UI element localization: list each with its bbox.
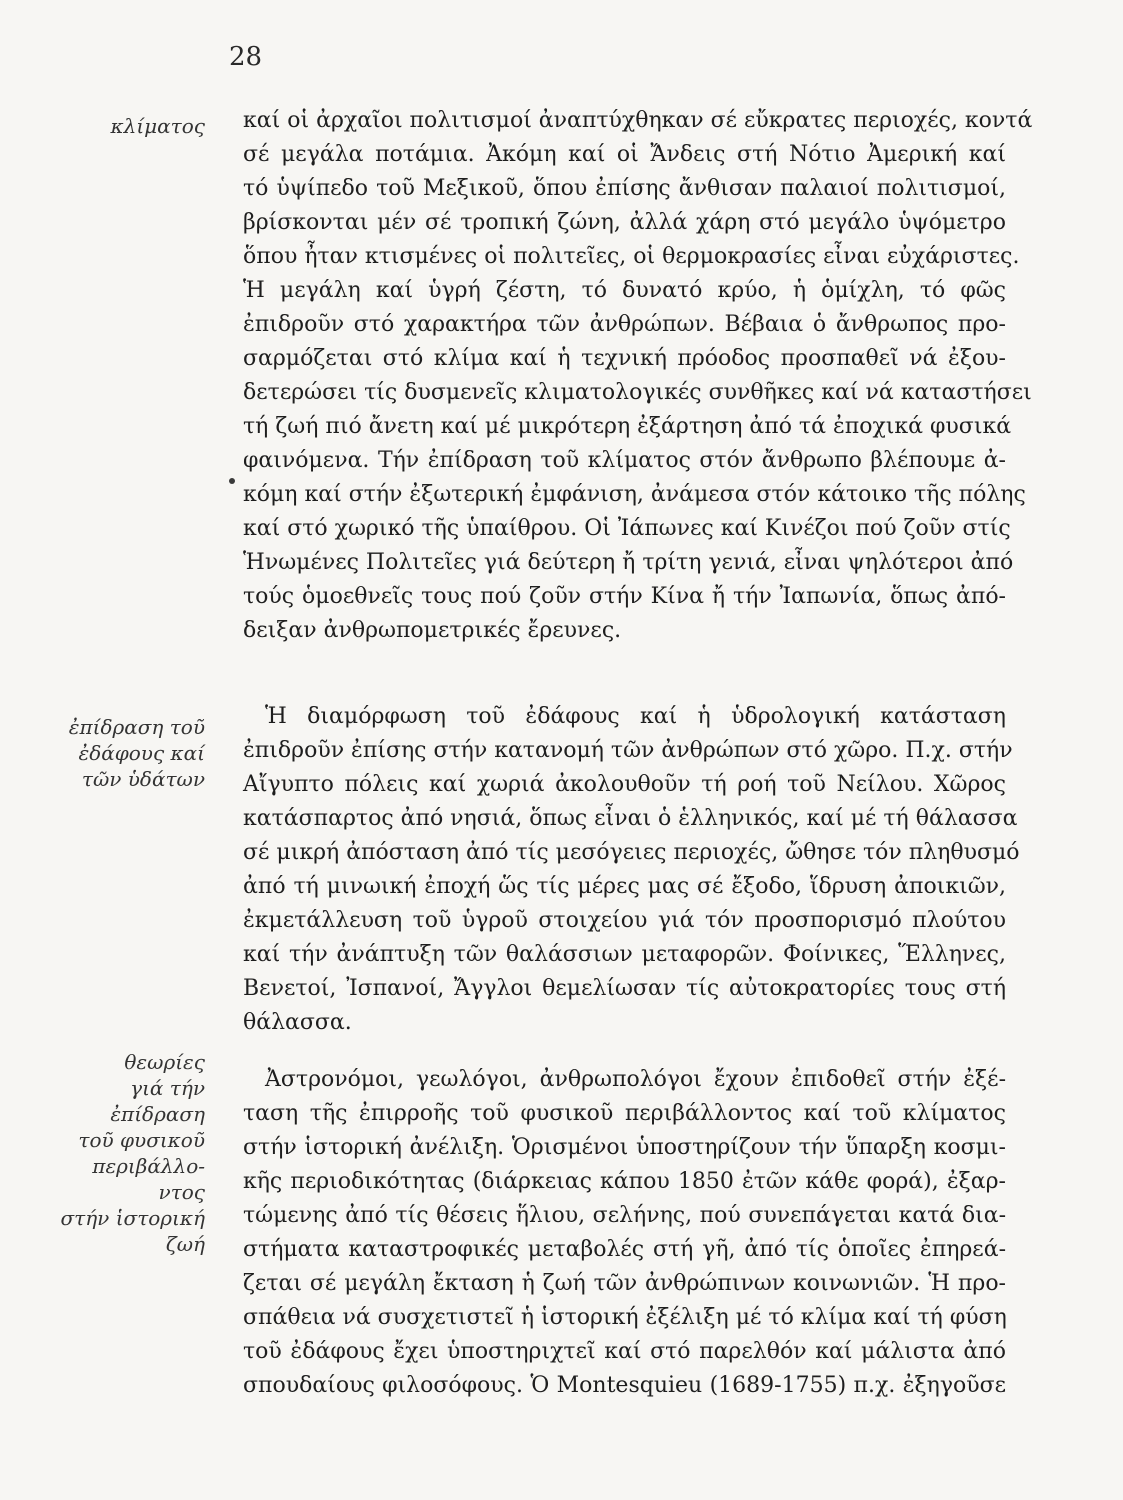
text-line: ταση τῆς ἐπιρροῆς τοῦ φυσικοῦ περιβάλλοντος καί τοῦ κλίματος: [243, 1101, 1006, 1126]
text-line: κόμη καί στήν ἐξωτερική ἐμφάνιση, ἀνάμεσα στόν κάτοικο τῆς πόλης: [243, 482, 1026, 507]
text-line: ἐπιδροῦν ἐπίσης στήν κατανομή τῶν ἀνθρώπων στό χῶρο. Π.χ. στήν: [243, 738, 1013, 763]
paragraph-1: [243, 104, 1033, 648]
text-line: ζεται σέ μεγάλη ἔκταση ἡ ζωή τῶν ἀνθρώπινων κοινωνιῶν. Ἡ προ-: [243, 1271, 1006, 1296]
margin-note-line: ζωή: [165, 1232, 205, 1256]
text-line: ἐπιδροῦν στό χαρακτήρα τῶν ἀνθρώπων. Βέβαια ὁ ἄνθρωπος προ-: [243, 312, 1006, 337]
text-line: στήν ἱστορική ἀνέλιξη. Ὁρισμένοι ὑποστηρίζουν τήν ὕπαρξη κοσμι-: [243, 1135, 1006, 1160]
text-line: κατάσπαρτος ἀπό νησιά, ὅπως εἶναι ὁ ἑλληνικός, καί μέ τή θάλασσα: [243, 806, 1018, 831]
margin-note-line: τοῦ φυσικοῦ: [78, 1128, 205, 1152]
text-line: τοῦ ἐδάφους ἔχει ὑποστηριχτεῖ καί στό παρελθόν καί μάλιστα ἀπό: [243, 1339, 1006, 1364]
text-line: Ἀστρονόμοι, γεωλόγοι, ἀνθρωπολόγοι ἔχουν ἐπιδοθεῖ στήν ἐξέ-: [265, 1067, 1006, 1092]
paragraph-2: [243, 700, 1020, 1040]
margin-note-line: περιβάλλο-: [92, 1154, 205, 1178]
margin-note-line: γιά τήν: [130, 1076, 205, 1100]
margin-note-line: κλίματος: [110, 114, 205, 138]
text-line: τώμενης ἀπό τίς θέσεις ἥλιου, σελήνης, πού συνεπάγεται κατά δια-: [243, 1203, 1006, 1228]
paragraph-3: [243, 1063, 1006, 1403]
margin-note-climate: [0, 113, 205, 139]
margin-note-line: τῶν ὑδάτων: [81, 767, 205, 791]
text-line: Ἡ μεγάλη καί ὑγρή ζέστη, τό δυνατό κρύο, ἡ ὁμίχλη, τό φῶς: [243, 278, 1006, 303]
margin-note-line: θεωρίες: [124, 1050, 205, 1074]
text-line: κῆς περιοδικότητας (διάρκειας κάπου 1850 ἐτῶν κάθε φορά), ἐξαρ-: [243, 1169, 1006, 1194]
margin-note-line: στήν ἱστορική: [60, 1206, 205, 1230]
text-line: φαινόμενα. Τήν ἐπίδραση τοῦ κλίματος στόν ἄνθρωπο βλέπουμε ἀ-: [243, 448, 1006, 473]
bullet-mark: [229, 478, 235, 484]
text-line: τή ζωή πιό ἄνετη καί μέ μικρότερη ἐξάρτηση ἀπό τά ἐποχικά φυσικά: [243, 414, 1012, 439]
margin-note-soil-water: [0, 714, 205, 792]
text-line: στήματα καταστροφικές μεταβολές στή γῆ, ἀπό τίς ὁποῖες ἐπηρεά-: [243, 1237, 1006, 1262]
text-line: σπάθεια νά συσχετιστεῖ ἡ ἱστορική ἐξέλιξη μέ τό κλίμα καί τή φύση: [243, 1305, 1007, 1330]
text-line: σέ μικρή ἀπόσταση ἀπό τίς μεσόγειες περιοχές, ὤθησε τόν πληθυσμό: [243, 840, 1020, 865]
text-line: ἀπό τή μινωική ἐποχή ὥς τίς μέρες μας σέ ἔξοδο, ἵδρυση ἀποικιῶν,: [243, 874, 1006, 899]
text-line: Ἡνωμένες Πολιτεῖες γιά δεύτερη ἤ τρίτη γενιά, εἶναι ψηλότεροι ἀπό: [243, 550, 1014, 575]
page-number: 28: [229, 42, 263, 72]
text-line: καί οἱ ἀρχαῖοι πολιτισμοί ἀναπτύχθηκαν σέ εὔκρατες περιοχές, κοντά: [243, 108, 1033, 133]
text-line: τό ὑψίπεδο τοῦ Μεξικοῦ, ὅπου ἐπίσης ἄνθισαν παλαιοί πολιτισμοί,: [243, 176, 1006, 201]
text-line: καί στό χωρικό τῆς ὑπαίθρου. Οἱ Ἰάπωνες καί Κινέζοι πού ζοῦν στίς: [243, 516, 1011, 541]
text-line: σέ μεγάλα ποτάμια. Ἀκόμη καί οἱ Ἄνδεις στή Νότιο Ἀμερική καί: [243, 142, 1006, 167]
text-line: σαρμόζεται στό κλίμα καί ἡ τεχνική πρόοδος προσπαθεῖ νά ἐξου-: [243, 346, 1006, 371]
text-line: σπουδαίους φιλοσόφους. Ὁ Montesquieu (1689-1755) π.χ. ἐξηγοῦσε: [243, 1373, 1006, 1398]
text-line: τούς ὁμοεθνεῖς τους πού ζοῦν στήν Κίνα ἤ τήν Ἰαπωνία, ὅπως ἀπό-: [243, 584, 1006, 609]
text-line: ὅπου ἦταν κτισμένες οἱ πολιτεῖες, οἱ θερμοκρασίες εἶναι εὐχάριστες.: [243, 244, 1020, 269]
text-line: ἐκμετάλλευση τοῦ ὑγροῦ στοιχείου γιά τόν προσπορισμό πλούτου: [243, 908, 1006, 933]
text-line: θάλασσα.: [243, 1010, 352, 1035]
margin-note-line: ἐπίδραση τοῦ: [68, 715, 205, 739]
margin-note-theories: [0, 1049, 205, 1257]
text-line: Ἡ διαμόρφωση τοῦ ἐδάφους καί ἡ ὑδρολογική κατάσταση: [265, 704, 1006, 729]
margin-note-line: ντος: [158, 1180, 205, 1204]
margin-note-line: ἐδάφους καί: [78, 741, 205, 765]
text-line: Αἴγυπτο πόλεις καί χωριά ἀκολουθοῦν τή ροή τοῦ Νείλου. Χῶρος: [243, 772, 1006, 797]
text-line: Βενετοί, Ἰσπανοί, Ἄγγλοι θεμελίωσαν τίς αὐτοκρατορίες τους στή: [243, 976, 1006, 1001]
margin-note-line: ἐπίδραση: [110, 1102, 205, 1126]
text-line: δετερώσει τίς δυσμενεῖς κλιματολογικές συνθῆκες καί νά καταστήσει: [243, 380, 1032, 405]
text-line: βρίσκονται μέν σέ τροπική ζώνη, ἀλλά χάρη στό μεγάλο ὑψόμετρο: [243, 210, 1006, 235]
text-line: καί τήν ἀνάπτυξη τῶν θαλάσσιων μεταφορῶν. Φοίνικες, Ἕλληνες,: [243, 942, 1006, 967]
text-line: δειξαν ἀνθρωπομετρικές ἔρευνες.: [243, 618, 622, 643]
